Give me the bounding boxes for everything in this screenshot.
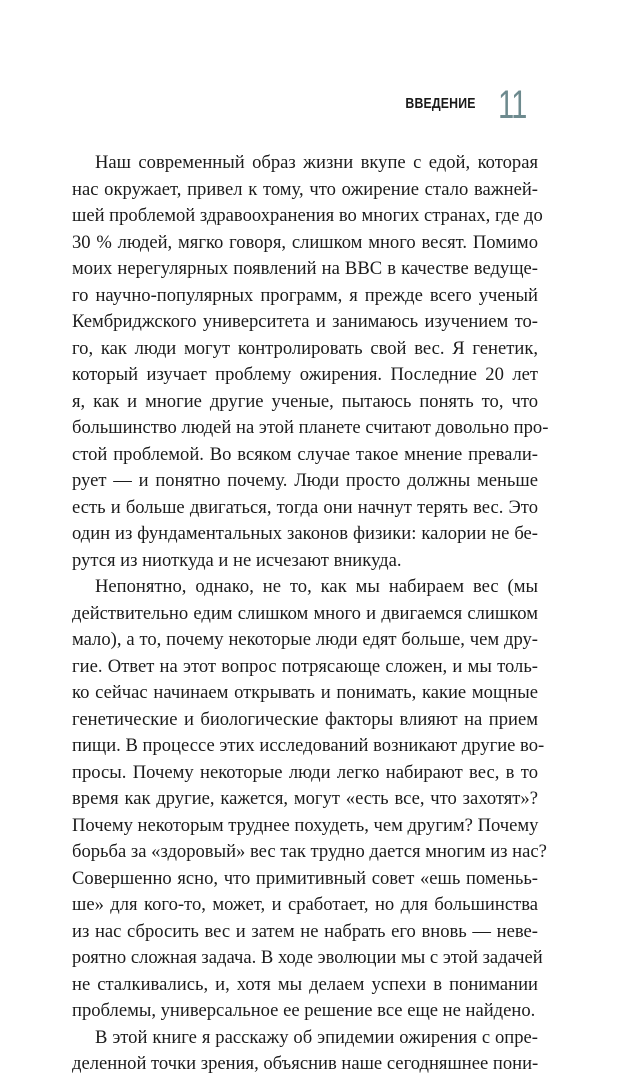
text-line: проблемы, универсальное ее решение все еще не найдено. — [72, 1000, 536, 1021]
section-title: ВВЕДЕНИЕ — [405, 95, 476, 112]
text-line: ше» для кого-то, может, и сработает, но для большинства — [72, 894, 538, 915]
text-line: нас окружает, привел к тому, что ожирение стало важней- — [72, 178, 538, 200]
text-line: большинство людей на этой планете считают довольно про- — [72, 417, 549, 438]
text-line: Почему некоторым труднее похудеть, чем другим? Почему — [72, 814, 539, 836]
page-number: 11 — [498, 83, 527, 127]
text-line: ко сейчас начинаем открывать и понимать, какие мощные — [72, 682, 538, 703]
text-line: шей проблемой здравоохранения во многих странах, где до — [72, 205, 543, 226]
body-text — [72, 150, 549, 1078]
running-head — [390, 85, 527, 125]
text-line: пищи. В процессе этих исследований возникают другие во- — [72, 735, 545, 756]
text-line: роятно сложная задача. В ходе эволюции мы с этой задачей — [72, 947, 543, 968]
text-line: борьба за «здоровый» вес так трудно дается многим из нас? — [72, 841, 547, 862]
paragraph-1 — [72, 150, 549, 574]
text-line: один из фундаментальных законов физики: калории не бе- — [72, 523, 538, 544]
text-line: Наш современный образ жизни вкупе с едой, которая — [95, 152, 538, 173]
text-line: деленной точки зрения, объяснив наше сегодняшнее пони- — [72, 1053, 539, 1074]
text-line: рутся из ниоткуда и не исчезают вникуда. — [72, 549, 402, 571]
text-line: го научно-популярных программ, я прежде всего ученый — [72, 284, 538, 306]
text-line: я, как и многие другие ученые, пытаюсь понять то, что — [72, 390, 538, 412]
text-line: который изучает проблему ожирения. Последние 20 лет — [72, 364, 538, 385]
text-line: стой проблемой. Во всяком случае такое мнение превали- — [72, 443, 538, 465]
text-line: моих нерегулярных появлений на BBC в качестве ведуще- — [72, 258, 538, 279]
text-line: просы. Почему некоторые люди легко набирают вес, в то — [72, 761, 538, 783]
text-line: В этой книге я расскажу об эпидемии ожирения с опре- — [95, 1026, 538, 1048]
text-line: Совершенно ясно, что примитивный совет «ешь поменьь- — [72, 867, 538, 889]
text-line: время как другие, кажется, могут «есть все, что захотят»? — [72, 788, 538, 809]
text-line: не сталкивались, и, хотя мы делаем успехи в понимании — [72, 973, 538, 995]
text-line: рует — и понятно почему. Люди просто должны меньше — [72, 470, 538, 491]
text-line: гие. Ответ на этот вопрос потрясающе сложен, и мы толь- — [72, 655, 538, 677]
text-line: из нас сбросить вес и затем не набрать его вновь — неве- — [72, 920, 538, 942]
paragraph-2 — [72, 574, 547, 1025]
text-line: го, как люди могут контролировать свой вес. Я генетик, — [72, 337, 538, 359]
text-line: мало), а то, почему некоторые люди едят больше, чем дру- — [72, 629, 538, 650]
text-line: генетические и биологические факторы влияют на прием — [72, 708, 538, 730]
text-line: Кембриджского университета и занимаюсь изучением то- — [72, 311, 538, 332]
text-line: есть и больше двигаться, тогда они начнут терять вес. Это — [72, 496, 538, 518]
text-line: Непонятно, однако, не то, как мы набираем вес (мы — [95, 576, 538, 597]
paragraph-3 — [72, 1025, 538, 1078]
text-line: 30 % людей, мягко говоря, слишком много весят. Помимо — [72, 231, 538, 253]
text-line: действительно едим слишком много и двигаемся слишком — [72, 602, 538, 624]
